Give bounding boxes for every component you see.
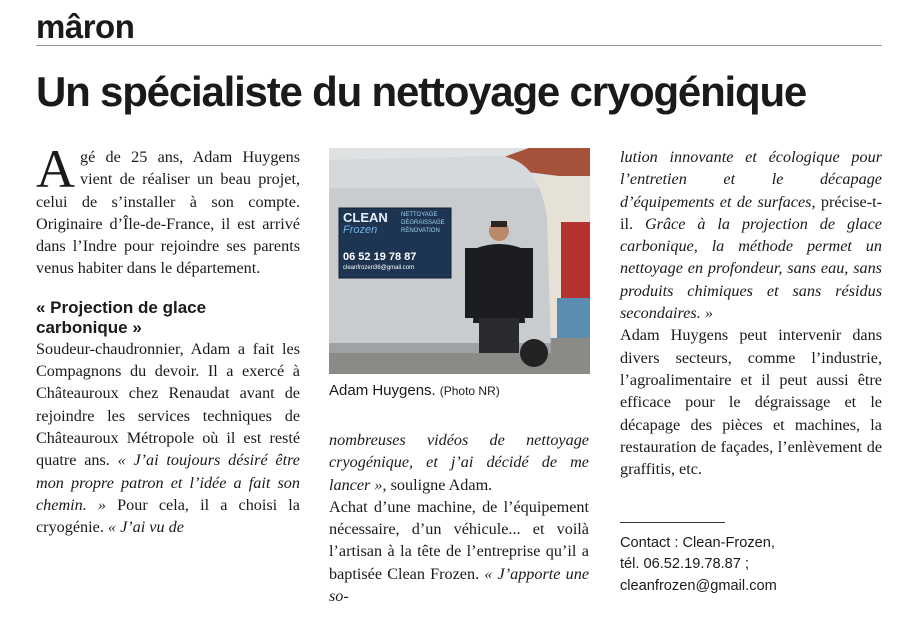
body-paragraph: Adam Huygens peut intervenir dans divers secteurs, comme l’industrie, l’agroalimentaire et il peut aussi être efficace pour le dégraissage et le décapage des pièces et machines, la restauration de façades, l’enlèvement de graffitis, etc. (620, 326, 882, 479)
quote-text: « J’ai toujours désiré être mon propre patron et l’idée a fait son chemin. » (36, 451, 300, 514)
van-phone: 06 52 19 78 87 (343, 251, 417, 263)
quote-paragraph (329, 429, 589, 496)
van-tagline: NETTOYAGE (401, 212, 438, 218)
section-rule (36, 45, 882, 46)
article-column-1 (36, 139, 300, 538)
body-text: Achat d’une machine, de l’équipement nécessaire, d’un véhicule... et voilà l’artisan à la tête de l’entreprise qu’il a baptisée Clean Frozen. (329, 497, 589, 583)
contact-name: Contact : Clean-Frozen, (620, 535, 775, 551)
article-headline: Un spécialiste du nettoyage cryogénique (36, 68, 807, 115)
van-email: cleanfrozen36@gmail.com (343, 265, 415, 271)
body-text: Soudeur-chaudronnier, Adam a fait les Compagnons du devoir. Il a exercé à Châteauroux chez Renaudat avant de rejoindre les services techniques de Châteauroux Métropole où il est resté quatre ans. (36, 339, 300, 470)
quote-paragraph (620, 146, 882, 324)
body-paragraph (329, 496, 589, 607)
section-label: mâron (36, 8, 135, 45)
van-tagline: DÉGRAISSAGE (401, 220, 445, 226)
quote-text: Grâce à la projection de glace carbonique, la méthode permet un nettoyage en profondeur, sans eau, sans produits chimiques et sans résidus secondaires. » (620, 214, 882, 323)
van-taglines (401, 211, 445, 235)
contact-email: cleanfrozen@gmail.com (620, 577, 777, 594)
van-tagline: RÉNOVATION (401, 228, 440, 234)
intro-text: gé de 25 ans, Adam Huygens vient de réaliser un beau projet, celui de s’installer à son compte. Originaire d’Île-de-France, il est arrivé dans l’Indre pour rejoindre ses parents venus habiter dans le département. (36, 148, 300, 278)
van-brand-frozen: Frozen (343, 224, 378, 236)
body-text: , souligne Adam. (382, 475, 493, 494)
photo-credit: (Photo NR) (439, 384, 500, 398)
article-photo (329, 148, 590, 374)
subheading: « Projection de glace carbonique » (36, 297, 207, 337)
quote-text: nombreuses vidéos de nettoyage cryogénique, et j’ai décidé de me lancer » (329, 431, 589, 494)
caption-text: Adam Huygens. (329, 382, 436, 399)
quote-text: lution innovante et écologique pour l’entretien et le décapage d’équipements et de surfaces, (620, 148, 882, 211)
article-column-2 (329, 429, 589, 607)
quote-text: « J’apporte une so- (329, 564, 589, 606)
van-sign (343, 211, 449, 272)
body-paragraph (36, 338, 300, 539)
van-brand-clean: CLEAN (343, 210, 388, 225)
contact-divider (620, 522, 725, 523)
intro-paragraph (36, 139, 300, 280)
contact-phone: tél. 06.52.19.78.87 ; (620, 556, 750, 573)
quote-text: « J’ai vu de (107, 518, 184, 537)
photo-caption (329, 382, 500, 399)
drop-cap: A (36, 139, 75, 199)
body-text: précise-t-il. (620, 192, 882, 233)
body-text: Pour cela, il a choisi la cryogénie. (36, 495, 300, 537)
article-column-3 (620, 146, 882, 480)
contact-block (620, 533, 777, 597)
